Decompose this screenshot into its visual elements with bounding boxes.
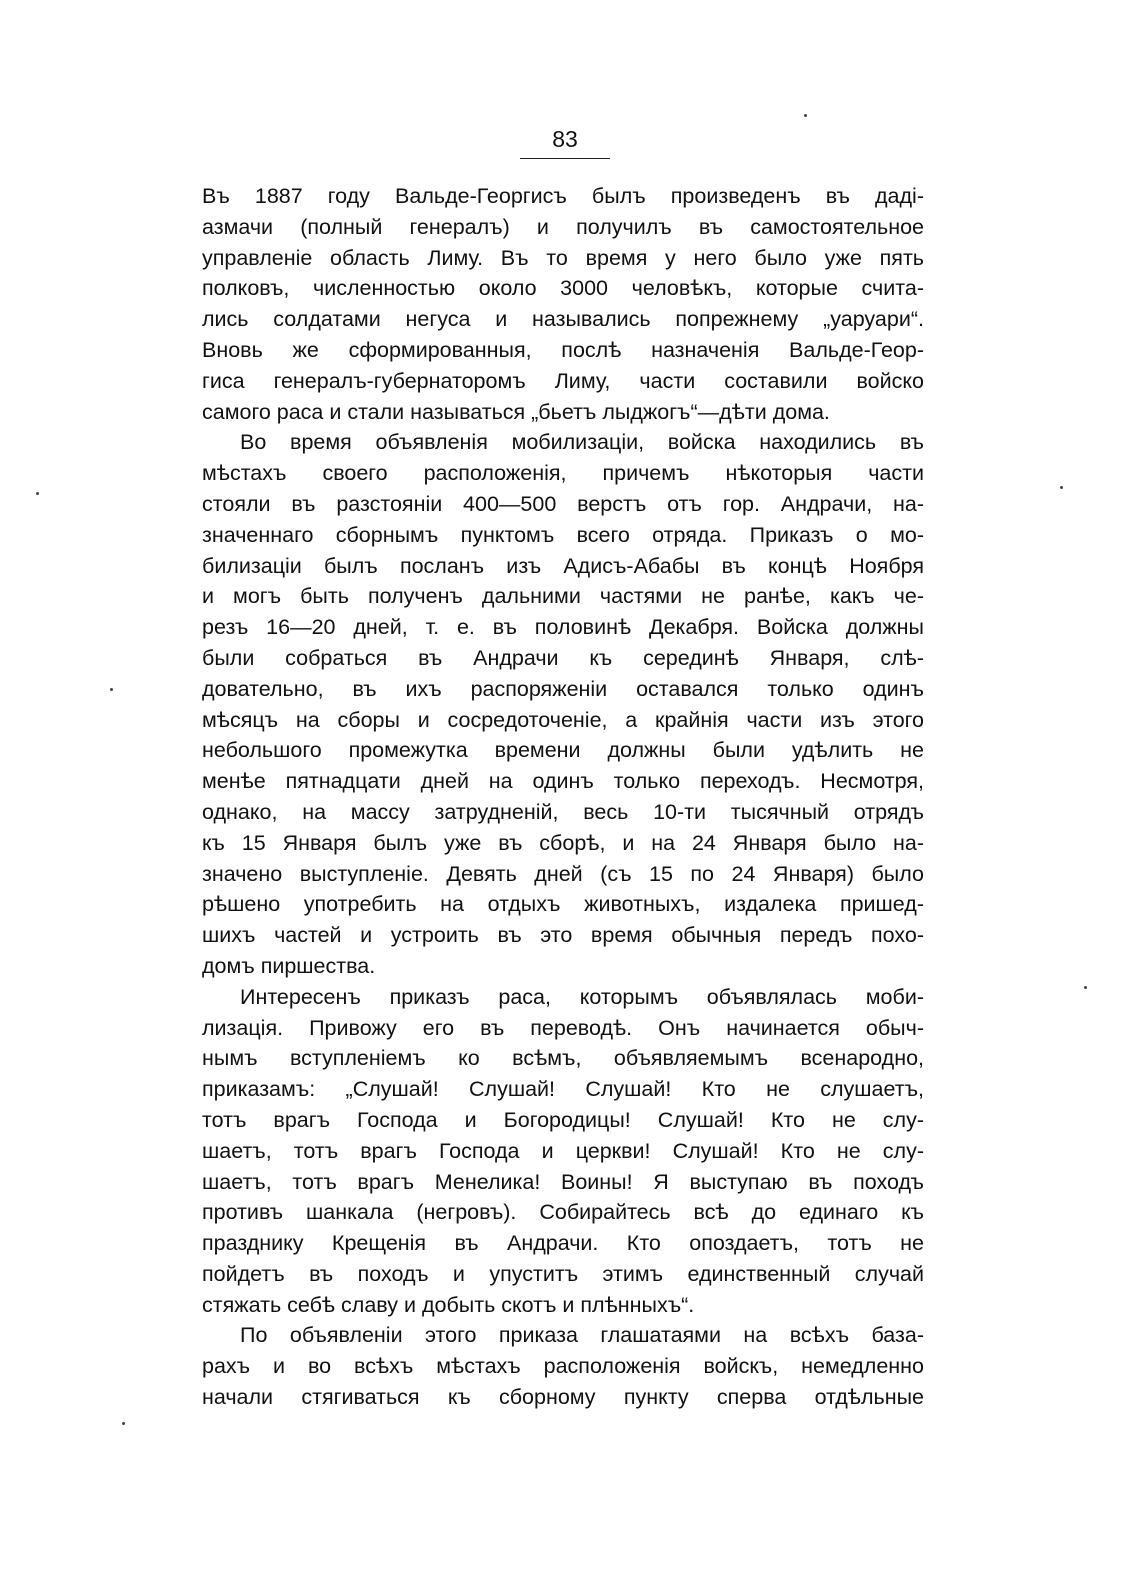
text-line: пойдетъ въ походъ и упуститъ этимъ единственный случай (202, 1261, 924, 1286)
scan-speck (1060, 486, 1063, 489)
text-line: Вновь же сформированныя, послѣ назначенiя Вальде-Геор- (202, 337, 924, 362)
text-line: приказамъ: „Слушай! Слушай! Слушай! Кто не слушаетъ, (202, 1077, 924, 1102)
text-line: однако, на массу затрудненiй, весь 10-ти тысячный отрядъ (202, 799, 924, 824)
text-line: мѣстахъ своего расположенiя, причемъ нѣкоторыя части (202, 461, 924, 486)
text-line: рѣшено употребить на отдыхъ животныхъ, издалека пришед- (202, 892, 924, 917)
text-line: противъ шанкала (негровъ). Собирайтесь всѣ до единаго къ (202, 1200, 924, 1225)
text-line: азмачи (полный генералъ) и получилъ въ самостоятельное (202, 214, 924, 239)
text-line: шаетъ, тотъ врагъ Господа и церкви! Слушай! Кто не слу- (202, 1138, 924, 1163)
text-line: лись солдатами негуса и назывались попрежнему „уаруари“. (202, 307, 924, 332)
scan-speck (122, 1422, 125, 1425)
text-line: лизацiя. Привожу его въ переводѣ. Онъ начинается обыч- (202, 1015, 924, 1040)
text-line: начали стягиваться къ сборному пункту сперва отдѣльные (202, 1385, 924, 1410)
text-line: и могъ быть полученъ дальними частями не ранѣе, какъ че- (202, 584, 924, 609)
text-line: Интересенъ приказъ раса, которымъ объявлялась моби- (240, 984, 924, 1009)
text-line: шаетъ, тотъ врагъ Менелика! Воины! Я выступаю въ походъ (202, 1169, 924, 1194)
text-line: Во время объявленiя мобилизацiи, войска находились въ (240, 430, 924, 455)
text-line: мѣсяцъ на сборы и сосредоточенiе, а крайнiя части изъ этого (202, 707, 924, 732)
text-line: домъ пиршества. (202, 953, 376, 978)
text-line: небольшого промежутка времени должны были удѣлить не (202, 738, 924, 763)
text-line: значеннаго сборнымъ пунктомъ всего отряда. Приказъ о мо- (202, 522, 924, 547)
scan-speck (36, 492, 39, 495)
text-line: значено выступленiе. Девять дней (съ 15 по 24 Января) было (202, 861, 924, 886)
text-line: менѣе пятнадцати дней на одинъ только переходъ. Несмотря, (202, 769, 924, 794)
text-line: шихъ частей и устроить въ это время обычныя передъ похо- (202, 923, 924, 948)
scan-speck (1084, 986, 1087, 989)
text-line: тотъ врагъ Господа и Богородицы! Слушай! Кто не слу- (202, 1107, 924, 1132)
text-line: гиса генералъ-губернаторомъ Лиму, части составили войско (202, 368, 924, 393)
text-line: самого раса и стали называться „бьетъ лыджогъ“—дѣти дома. (202, 399, 830, 424)
body-text (202, 181, 924, 1413)
text-line: нымъ вступленiемъ ко всѣмъ, объявляемымъ всенародно, (202, 1046, 924, 1071)
text-line: Въ 1887 году Вальде-Георгисъ былъ произведенъ въ дадi- (202, 184, 924, 208)
text-line: были собраться въ Андрачи къ серединѣ Января, слѣ- (202, 645, 924, 670)
scan-speck (804, 114, 807, 117)
text-line: полковъ, численностью около 3000 человѣкъ, которые счита- (202, 276, 924, 301)
page-number: 83 (520, 122, 610, 159)
text-line: стояли въ разстоянiи 400—500 верстъ отъ гор. Андрачи, на- (202, 491, 924, 516)
text-line: По объявленiи этого приказа глашатаями на всѣхъ база- (240, 1323, 924, 1348)
text-line: управленiе область Лиму. Въ то время у него было уже пять (202, 245, 924, 270)
text-line: резъ 16—20 дней, т. е. въ половинѣ Декабря. Войска должны (202, 615, 924, 640)
text-line: стяжать себѣ славу и добыть скотъ и плѣнныхъ“. (202, 1292, 695, 1317)
text-line: довательно, въ ихъ распоряженiи оставался только одинъ (202, 676, 924, 701)
text-line: къ 15 Января былъ уже въ сборѣ, и на 24 Января было на- (202, 830, 924, 855)
text-line: рахъ и во всѣхъ мѣстахъ расположенiя войскъ, немедленно (202, 1354, 924, 1379)
scan-speck (110, 688, 113, 691)
text-line: билизацiи былъ посланъ изъ Адисъ-Абабы въ концѣ Ноября (202, 553, 924, 578)
text-line: празднику Крещенiя въ Андрачи. Кто опоздаетъ, тотъ не (202, 1231, 924, 1256)
